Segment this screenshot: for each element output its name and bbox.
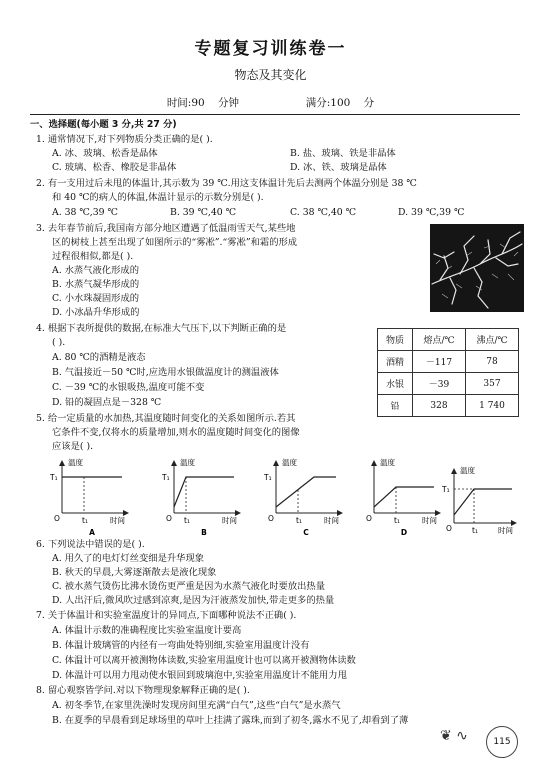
q3-option-b: B. 水蒸气凝华形成的 [52, 279, 140, 290]
page-title: 专题复习训练卷一 [194, 39, 347, 59]
table-cell: 328 [413, 395, 466, 417]
t1-time-label: t₁ [394, 516, 400, 525]
t1-time-label: t₁ [472, 526, 478, 535]
q3-option-a: A. 水蒸气液化形成的 [52, 265, 139, 276]
q4-stem-2: ( ). [52, 337, 66, 348]
table-cell: 酒精 [378, 351, 413, 373]
exam-time: 时间:90 分钟 [166, 97, 240, 109]
q5-graphs [40, 455, 520, 539]
y-axis-label: 温度 [180, 458, 195, 467]
table-cell: 1 740 [466, 395, 519, 417]
table-cell: 78 [466, 351, 519, 373]
page-subtitle: 物态及其变化 [234, 68, 307, 82]
t1-time-label: t₁ [82, 516, 88, 525]
q4-option-a: A. 80 ℃的酒精是液态 [52, 352, 146, 363]
table-header-cell: 物质 [378, 329, 413, 351]
q7-option-b: B. 体温计玻璃管的内径有一弯曲处特别细,实验室用温度计没有 [52, 640, 310, 651]
q2-option-d: D. 39 ℃,39 ℃ [398, 207, 465, 218]
section-heading: 一、选择题(每小题 3 分,共 27 分) [30, 119, 177, 130]
x-axis-label: 时间 [324, 516, 339, 525]
q7-option-d: D. 体温计可以用力甩动使水银回到玻璃泡中,实验室用温度计不能用力甩 [52, 670, 347, 681]
q2-option-a: A. 38 ℃,39 ℃ [52, 207, 118, 218]
q2-option-c: C. 38 ℃,40 ℃ [290, 207, 357, 218]
q1-option-b: B. 盐、玻璃、铁是非晶体 [290, 148, 396, 159]
page-number: 115 [486, 726, 518, 758]
q8-option-a: A. 初冬季节,在家里洗澡时发现房间里充满“白气”,这些“白气”是水蒸气 [52, 700, 341, 711]
graph-curve [174, 477, 234, 507]
melting-boiling-table [377, 328, 519, 417]
q3-option-c: C. 小水珠凝固形成的 [52, 293, 140, 304]
table-cell: 357 [466, 373, 519, 395]
exam-score: 满分:100 分 [305, 97, 375, 109]
q1-option-c: C. 玻璃、松香、橡胶是非晶体 [52, 162, 177, 173]
graph-label-b: B [201, 528, 207, 537]
table-cell: －117 [413, 351, 466, 373]
t1-temp-label: T₁ [50, 473, 58, 482]
q6-option-a: A. 用久了的电灯灯丝变细是升华现象 [52, 553, 205, 564]
graph-curve [276, 477, 336, 507]
q1-stem: 1. 通常情况下,对下列物质分类正确的是( ). [36, 134, 213, 145]
origin-label: O [446, 524, 452, 533]
origin-label: O [54, 514, 60, 523]
graph-label-c: C [303, 528, 309, 537]
q3-stem-3: 过程很相似,都是( ). [52, 251, 134, 262]
y-axis-label: 温度 [380, 458, 395, 467]
graph-option-b [161, 457, 240, 537]
q7-option-a: A. 体温计示数的准确程度比实验室温度计要高 [52, 625, 242, 636]
t1-temp-label: T₁ [264, 473, 272, 482]
t1-time-label: t₁ [296, 516, 302, 525]
q2-stem-1: 2. 有一支用过后未甩的体温计,其示数为 39 ℃.用这支体温计先后去测两个体温分别是 38 ℃ [36, 178, 417, 189]
table-header-cell: 沸点/℃ [466, 329, 519, 351]
rime-photo [430, 224, 524, 312]
q4-option-c: C. －39 ℃的水银吸热,温度可能不变 [52, 382, 205, 393]
q3-stem-1: 3. 去年春节前后,我国南方部分地区遭遇了低温雨雪天气,某些地 [36, 223, 296, 234]
x-axis-label: 时间 [498, 526, 513, 535]
q3-option-d: D. 小冰晶升华形成的 [52, 307, 140, 318]
table-row [378, 351, 519, 373]
graph-curve [374, 487, 434, 507]
y-axis-label: 温度 [460, 466, 475, 475]
table-row [378, 395, 519, 417]
q5-stem-1: 5. 给一定质量的水加热,其温度随时间变化的关系如图所示.若其 [36, 413, 296, 424]
y-axis-label: 温度 [282, 458, 297, 467]
t1-temp-label: T₁ [162, 473, 170, 482]
table-header-cell: 熔点/℃ [413, 329, 466, 351]
q6-stem: 6. 下列说法中错误的是( ). [36, 539, 145, 550]
q6-option-c: C. 被水蒸气烫伤比沸水烫伤更严重是因为水蒸气液化时要放出热量 [52, 581, 326, 592]
origin-label: O [166, 514, 172, 523]
exam-meta [0, 95, 541, 110]
table-cell: 水银 [378, 373, 413, 395]
footer-decoration-icon: ❦ ∿ [440, 728, 468, 744]
q3-stem-2: 区的树枝上甚至出现了如图所示的“雾凇”.“雾凇”和霜的形成 [52, 237, 298, 248]
graph-label-d: D [400, 528, 408, 537]
q2-option-b: B. 39 ℃,40 ℃ [170, 207, 237, 218]
q5-stem-2: 它条件不变,仅将水的质量增加,则水的温度随时间变化的图像 [52, 427, 300, 438]
q5-stem-3: 应该是( ). [52, 441, 94, 452]
t1-temp-label: T₁ [442, 485, 450, 494]
q7-stem: 7. 关于体温计和实验室温度计的异同点,下面哪种说法不正确( ). [36, 610, 297, 621]
header-divider [30, 114, 520, 115]
t1-time-label: t₁ [184, 516, 190, 525]
q7-option-c: C. 体温计可以离开被测物体读数,实验室用温度计也可以离开被测物体读数 [52, 655, 356, 666]
table-cell: －39 [413, 373, 466, 395]
table-header-row [378, 329, 519, 351]
origin-label: O [366, 514, 372, 523]
q4-option-d: D. 铅的凝固点是－328 ℃ [52, 397, 162, 408]
y-axis-label: 温度 [68, 458, 83, 467]
x-axis-label: 时间 [222, 516, 237, 525]
q6-option-d: D. 人出汗后,微风吹过感到凉爽,是因为汗液蒸发加快,带走更多的热量 [52, 595, 335, 606]
q4-stem-1: 4. 根据下表所提供的数据,在标准大气压下,以下判断正确的是 [36, 323, 287, 334]
q8-stem: 8. 留心观察皆学问.对以下物理现象解释正确的是( ). [36, 685, 250, 696]
table-row [378, 373, 519, 395]
x-axis-label: 时间 [422, 516, 437, 525]
rime-branches-image [430, 224, 524, 312]
graph-option-c [263, 457, 342, 537]
reference-graph [441, 465, 516, 535]
q1-option-d: D. 冰、铁、玻璃是晶体 [290, 162, 387, 173]
graph-option-d [366, 457, 440, 537]
origin-label: O [268, 514, 274, 523]
q6-option-b: B. 秋天的早晨,大雾逐渐散去是液化现象 [52, 567, 217, 578]
graph-curve [454, 489, 512, 515]
x-axis-label: 时间 [110, 516, 125, 525]
q2-stem-2: 和 40 ℃的病人的体温,体温计显示的示数分别是( ). [52, 192, 264, 203]
q4-option-b: B. 气温接近－50 ℃时,应选用水银做温度计的测温液体 [52, 367, 279, 378]
graph-label-a: A [89, 528, 95, 537]
q1-option-a: A. 冰、玻璃、松香是晶体 [52, 148, 158, 159]
table-cell: 铅 [378, 395, 413, 417]
graph-option-a [49, 457, 128, 537]
q8-option-b: B. 在夏季的早晨看到足球场里的草叶上挂满了露珠,而到了初冬,露水不见了,却看到了薄 [52, 715, 409, 726]
